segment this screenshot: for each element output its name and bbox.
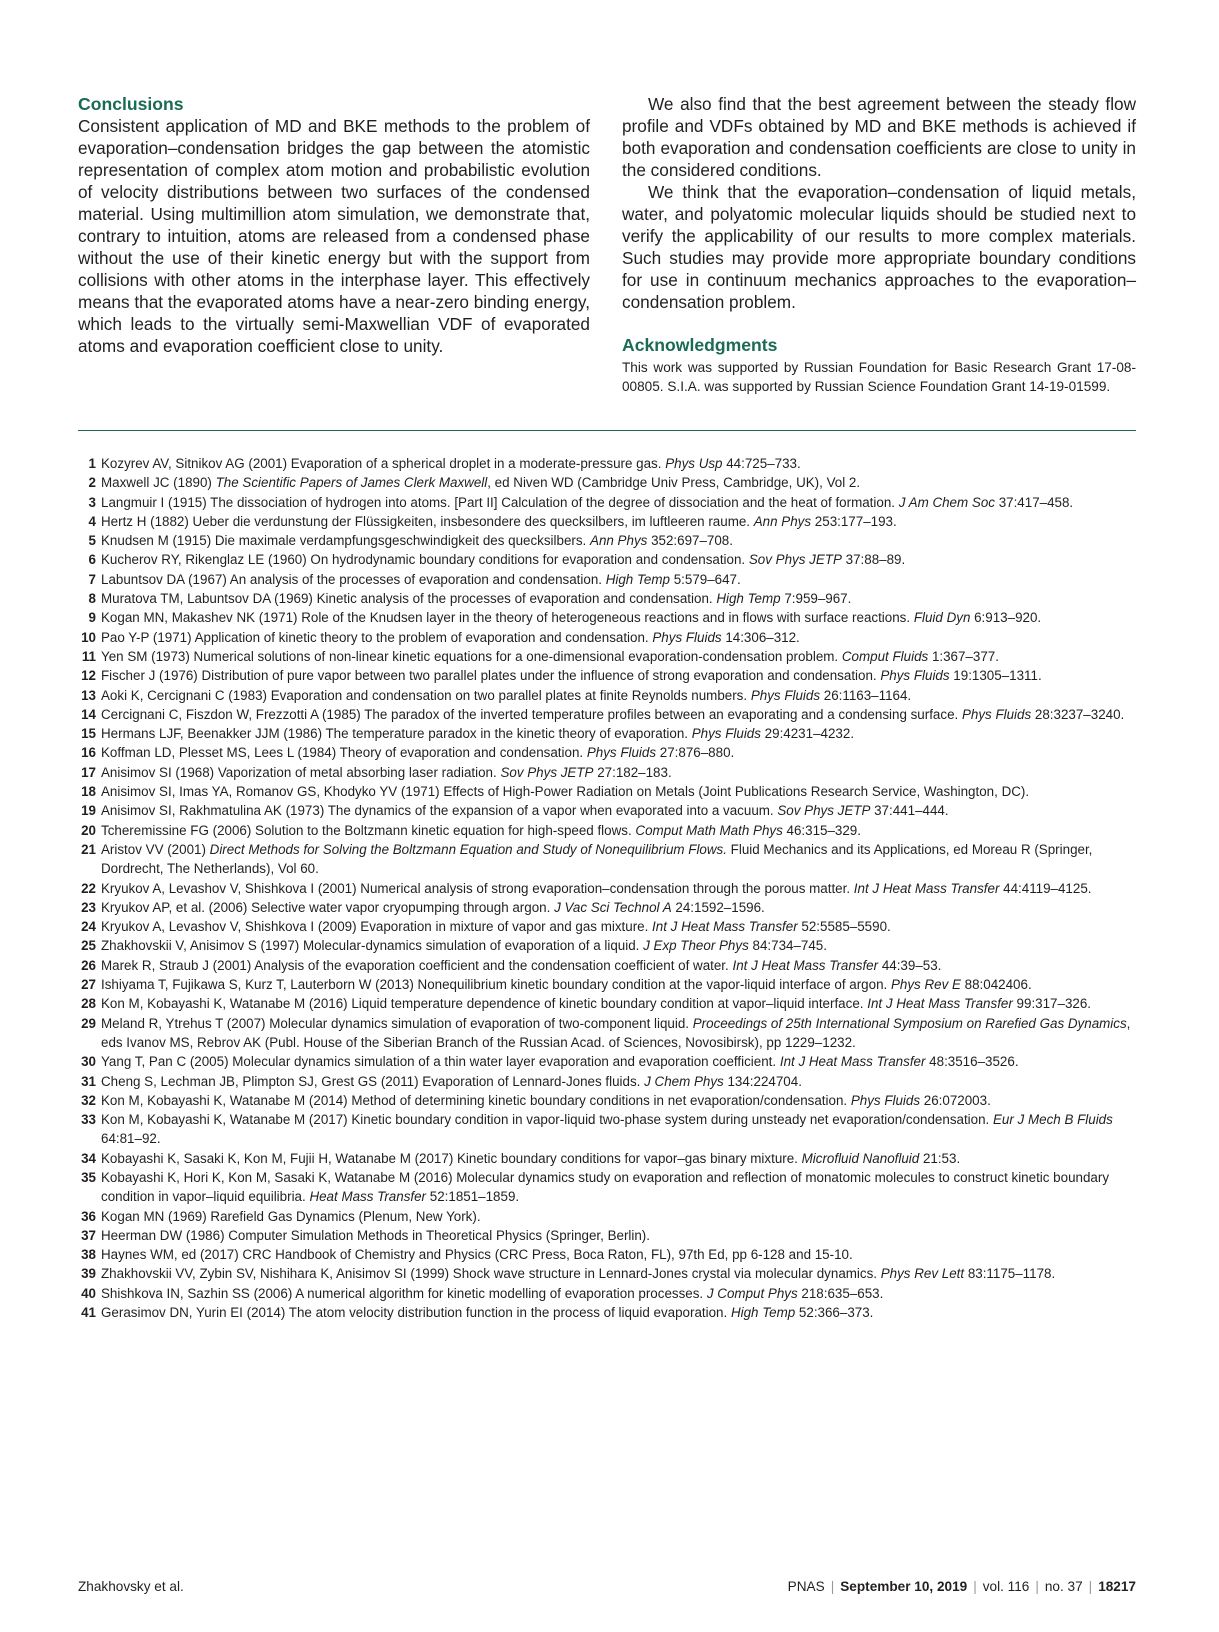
reference-number: 8 [88, 591, 96, 607]
reference-number: 4 [88, 513, 96, 529]
reference-list [78, 454, 1136, 1322]
reference-item [78, 1091, 1136, 1110]
reference-item [78, 608, 1136, 627]
reference-pre-text: Aoki K, Cercignani C (1983) Evaporation and condensation on two parallel plates at finite Reynolds numbers. [101, 687, 751, 703]
reference-item [78, 1245, 1136, 1264]
reference-post-text: 99:317–326. [1012, 996, 1092, 1012]
reference-number: 17 [81, 764, 96, 780]
reference-number: 3 [88, 494, 96, 510]
reference-ital-text: J Vac Sci Technol A [554, 899, 672, 915]
reference-ital-text: Phys Rev E [890, 977, 961, 993]
reference-item [78, 1014, 1136, 1053]
reference-ital-text: The Scientific Papers of James Clerk Maxwell [215, 475, 488, 491]
reference-ital-text: Comput Math Math Phys [635, 822, 783, 838]
reference-post-text: 26:1163–1164. [820, 687, 912, 703]
reference-post-text: , ed Niven WD (Cambridge Univ Press, Cambridge, UK), Vol 2. [487, 475, 861, 491]
reference-post-text: 37:441–444. [870, 803, 949, 819]
reference-pre-text: Fischer J (1976) Distribution of pure vapor between two parallel plates under the influence of strong evaporation and condensation. [101, 668, 881, 684]
reference-ital-text: Direct Methods for Solving the Boltzmann Equation and Study of Nonequilibrium Flows. [209, 841, 727, 857]
section-divider [78, 430, 1136, 431]
reference-ital-text: J Exp Theor Phys [643, 938, 749, 954]
reference-ital-text: Fluid Dyn [913, 610, 971, 626]
reference-item [78, 782, 1136, 801]
reference-post-text: 44:4119–4125. [999, 880, 1092, 896]
reference-number: 7 [88, 571, 96, 587]
reference-post-text: 37:88–89. [841, 552, 906, 568]
reference-post-text: 44:725–733. [722, 456, 801, 471]
reference-ital-text: Phys Rev Lett [880, 1266, 965, 1282]
reference-number: 22 [81, 880, 96, 896]
reference-pre-text: Pao Y-P (1971) Application of kinetic theory to the problem of evaporation and condensation. [101, 629, 653, 645]
reference-number: 32 [81, 1092, 96, 1108]
reference-number: 29 [81, 1015, 96, 1031]
right-column [622, 93, 1136, 396]
reference-ital-text: Int J Heat Mass Transfer [779, 1054, 926, 1070]
reference-pre-text: Kobayashi K, Sasaki K, Kon M, Fujii H, Watanabe M (2017) Kinetic boundary conditions for vapor–gas binary mixture. [101, 1150, 802, 1166]
reference-post-text: 24:1592–1596. [671, 899, 765, 915]
reference-item [78, 801, 1136, 820]
acknowledgments-text: This work was supported by Russian Foundation for Basic Research Grant 17-08-00805. S.I.A. was supported by Russian Science Foundation Grant 14-19-01599. [622, 360, 1136, 394]
reference-ital-text: J Comput Phys [706, 1285, 798, 1301]
reference-item [78, 1264, 1136, 1283]
reference-number: 25 [81, 938, 96, 954]
reference-post-text: 1:367–377. [928, 648, 999, 664]
reference-pre-text: Haynes WM, ed (2017) CRC Handbook of Chemistry and Physics (CRC Press, Boca Raton, FL), 97th Ed, pp 6-128 and 15-10. [101, 1247, 853, 1263]
reference-post-text: 21:53. [919, 1150, 961, 1166]
reference-ital-text: Ann Phys [753, 513, 812, 529]
reference-number: 1 [88, 456, 96, 471]
reference-number: 38 [81, 1247, 96, 1263]
reference-item [78, 531, 1136, 550]
reference-pre-text: Labuntsov DA (1967) An analysis of the processes of evaporation and condensation. [101, 571, 606, 587]
reference-post-text: , eds Ivanov MS, Rebrov AK (Publ. House of the Siberian Branch of the Russian Acad. of Sciences, Novosibirsk), pp 1229–1232. [101, 1015, 1131, 1050]
reference-item [78, 1303, 1136, 1322]
reference-number: 37 [81, 1227, 96, 1243]
reference-pre-text: Kogan MN, Makashev NK (1971) Role of the Knudsen layer in the theory of heterogeneous reactions and in flows with surface reactions. [101, 610, 914, 626]
reference-post-text: 83:1175–1178. [964, 1266, 1056, 1282]
reference-number: 27 [81, 977, 96, 993]
reference-ital-text: Sov Phys JETP [748, 552, 842, 568]
reference-pre-text: Heerman DW (1986) Computer Simulation Methods in Theoretical Physics (Springer, Berlin). [101, 1227, 650, 1243]
reference-pre-text: Hertz H (1882) Ueber die verdunstung der Flüssigkeiten, insbesondere des quecksilbers, im luftleeren raume. [101, 513, 754, 529]
reference-ital-text: Phys Fluids [586, 745, 657, 761]
reference-post-text: 352:697–708. [647, 533, 733, 549]
reference-item [78, 512, 1136, 531]
reference-number: 12 [81, 668, 96, 684]
reference-item [78, 917, 1136, 936]
reference-item [78, 705, 1136, 724]
reference-number: 20 [81, 822, 96, 838]
reference-item [78, 898, 1136, 917]
reference-number: 28 [81, 996, 96, 1012]
reference-post-text: 26:072003. [920, 1092, 991, 1108]
reference-ital-text: High Temp [716, 591, 781, 607]
reference-number: 23 [81, 899, 96, 915]
reference-pre-text: Anisimov SI, Imas YA, Romanov GS, Khodyko YV (1971) Effects of High-Power Radiation on Metals (Joint Publications Research Service, Washington, DC). [101, 784, 1030, 800]
reference-number: 34 [81, 1150, 96, 1166]
reference-ital-text: Heat Mass Transfer [309, 1189, 427, 1205]
reference-number: 14 [81, 706, 96, 722]
reference-pre-text: Kogan MN (1969) Rarefield Gas Dynamics (Plenum, New York). [101, 1208, 481, 1224]
reference-item [78, 936, 1136, 955]
reference-post-text: 134:224704. [723, 1073, 802, 1089]
footer-volume: vol. 116 [982, 1579, 1030, 1594]
reference-post-text: 7:959–967. [780, 591, 852, 607]
reference-pre-text: Langmuir I (1915) The dissociation of hydrogen into atoms. [Part II] Calculation of the degree of dissociation and the heat of formation. [101, 494, 899, 510]
footer-citation [788, 1578, 1136, 1596]
reference-post-text: 5:579–647. [669, 571, 741, 587]
conclusions-heading: Conclusions [78, 94, 184, 114]
reference-item [78, 570, 1136, 589]
reference-ital-text: Ann Phys [590, 533, 648, 549]
reference-item [78, 763, 1136, 782]
reference-ital-text: Proceedings of 25th International Symposium on Rarefied Gas Dynamics [692, 1015, 1127, 1031]
footer-authors: Zhakhovsky et al. [78, 1579, 184, 1594]
reference-number: 41 [81, 1305, 96, 1321]
reference-number: 15 [81, 726, 96, 742]
reference-post-text: 52:1851–1859. [426, 1189, 520, 1205]
reference-number: 40 [81, 1285, 96, 1301]
reference-post-text: 37:417–458. [994, 494, 1074, 510]
reference-item [78, 628, 1136, 647]
reference-item [78, 724, 1136, 743]
reference-item [78, 454, 1136, 473]
reference-ital-text: Phys Usp [665, 456, 723, 471]
reference-pre-text: Zhakhovskii VV, Zybin SV, Nishihara K, Anisimov SI (1999) Shock wave structure in Lennard-Jones crystal via molecular dynamics. [101, 1266, 881, 1282]
reference-item [78, 994, 1136, 1013]
acknowledgments-heading: Acknowledgments [622, 335, 778, 355]
reference-post-text: 28:3237–3240. [1031, 706, 1125, 722]
reference-post-text: 19:1305–1311. [949, 668, 1042, 684]
footer-separator: | [973, 1579, 977, 1594]
reference-ital-text: Eur J Mech B Fluids [993, 1112, 1113, 1128]
reference-pre-text: Kryukov A, Levashov V, Shishkova I (2009) Evaporation in mixture of vapor and gas mixture. [101, 919, 653, 935]
reference-pre-text: Kon M, Kobayashi K, Watanabe M (2016) Liquid temperature dependence of kinetic boundary condition at vapor–liquid interface. [101, 996, 868, 1012]
reference-ital-text: Int J Heat Mass Transfer [853, 880, 1000, 896]
reference-ital-text: High Temp [730, 1305, 796, 1321]
reference-post-text: 88:042406. [960, 977, 1032, 993]
reference-pre-text: Shishkova IN, Sazhin SS (2006) A numerical algorithm for kinetic modelling of evaporation processes. [101, 1285, 707, 1301]
reference-post-text: 29:4231–4232. [760, 726, 855, 742]
reference-ital-text: Phys Fluids [850, 1092, 921, 1108]
reference-item [78, 473, 1136, 492]
reference-number: 35 [81, 1169, 96, 1185]
reference-number: 33 [81, 1112, 96, 1128]
reference-pre-text: Cheng S, Lechman JB, Plimpton SJ, Grest GS (2011) Evaporation of Lennard-Jones fluids. [101, 1073, 645, 1089]
reference-pre-text: Muratova TM, Labuntsov DA (1969) Kinetic analysis of the processes of evaporation and condensation. [101, 591, 717, 607]
reference-item [78, 550, 1136, 569]
reference-item [78, 1207, 1136, 1226]
reference-pre-text: Maxwell JC (1890) [101, 475, 216, 491]
reference-number: 2 [88, 475, 96, 491]
reference-pre-text: Anisimov SI (1968) Vaporization of metal absorbing laser radiation. [101, 764, 501, 780]
reference-pre-text: Kozyrev AV, Sitnikov AG (2001) Evaporation of a spherical droplet in a moderate-pressure gas. [101, 456, 666, 471]
reference-item [78, 493, 1136, 512]
reference-ital-text: Int J Heat Mass Transfer [732, 957, 879, 973]
reference-pre-text: Cercignani C, Fiszdon W, Frezzotti A (1985) The paradox of the inverted temperature profiles between an evaporating and a condensing surface. [101, 706, 962, 722]
reference-item [78, 975, 1136, 994]
reference-number: 26 [81, 957, 96, 973]
reference-number: 19 [81, 803, 96, 819]
reference-post-text: 64:81–92. [101, 1131, 161, 1147]
reference-item [78, 1110, 1136, 1149]
reference-item [78, 1226, 1136, 1245]
reference-item [78, 589, 1136, 608]
conclusions-paragraph-2: We also find that the best agreement between the steady flow profile and VDFs obtained by MD and BKE methods is achieved if both evaporation and condensation coefficients are close to unity in the considered conditions. [622, 94, 1136, 180]
reference-number: 10 [81, 629, 96, 645]
conclusions-paragraph: Consistent application of MD and BKE methods to the problem of evaporation–condensation bridges the gap between the atomistic representation of complex atom motion and probabilistic evolution of velocity distributions between two surfaces of the condensed material. Using multimillion atom simulation, we demonstrate that, contrary to intuition, atoms are released from a condensed phase without the use of their kinetic energy but with the support from collisions with other atoms in the interphase layer. This effectively means that the evaporated atoms have a near-zero binding energy, which leads to the virtually semi-Maxwellian VDF of evaporated atoms and evaporation coefficient close to unity. [78, 116, 590, 356]
reference-number: 16 [81, 745, 96, 761]
reference-pre-text: Knudsen M (1915) Die maximale verdampfungsgeschwindigkeit des quecksilbers. [101, 533, 591, 549]
reference-pre-text: Yang T, Pan C (2005) Molecular dynamics simulation of a thin water layer evaporation and evaporation coefficient. [101, 1054, 780, 1070]
reference-pre-text: Marek R, Straub J (2001) Analysis of the evaporation coefficient and the condensation coefficient of water. [101, 957, 733, 973]
reference-ital-text: J Chem Phys [644, 1073, 724, 1089]
reference-pre-text: Ishiyama T, Fujikawa S, Kurz T, Lauterborn W (2013) Nonequilibrium kinetic boundary condition at the vapor-liquid interface of argon. [101, 977, 891, 993]
footer-separator: | [830, 1579, 835, 1594]
reference-pre-text: Anisimov SI, Rakhmatulina AK (1973) The dynamics of the expansion of a vapor when evaporated into a vacuum. [101, 803, 778, 819]
reference-number: 11 [81, 648, 96, 664]
reference-item [78, 1284, 1136, 1303]
reference-ital-text: Sov Phys JETP [777, 803, 871, 819]
left-column [78, 93, 590, 357]
reference-item [78, 956, 1136, 975]
reference-number: 31 [81, 1073, 96, 1089]
reference-ital-text: Int J Heat Mass Transfer [652, 919, 798, 935]
reference-post-text: 84:734–745. [748, 938, 827, 954]
reference-post-text: 218:635–653. [797, 1285, 884, 1301]
reference-post-text: 27:182–183. [593, 764, 672, 780]
reference-ital-text: Comput Fluids [841, 648, 929, 664]
reference-pre-text: Kobayashi K, Hori K, Kon M, Sasaki K, Watanabe M (2016) Molecular dynamics study on evaporation and reflection of monatomic molecules to construct kinetic boundary condition in vapor–liquid equilibria. [101, 1169, 1110, 1205]
reference-post-text: 44:39–53. [878, 957, 942, 973]
reference-number: 13 [81, 687, 96, 703]
reference-pre-text: Yen SM (1973) Numerical solutions of non-linear kinetic equations for a one-dimensional evaporation-condensation problem. [101, 648, 842, 664]
reference-item [78, 821, 1136, 840]
footer-date: September 10, 2019 [840, 1579, 968, 1594]
reference-post-text: 52:5585–5590. [797, 919, 891, 935]
reference-post-text: 48:3516–3526. [925, 1054, 1019, 1070]
reference-item [78, 1149, 1136, 1168]
reference-ital-text: Phys Fluids [652, 629, 722, 645]
reference-ital-text: Microfluid Nanofluid [801, 1150, 920, 1166]
reference-item [78, 1052, 1136, 1071]
reference-post-text: 14:306–312. [721, 629, 800, 645]
reference-item [78, 743, 1136, 762]
reference-ital-text: Int J Heat Mass Transfer [867, 996, 1013, 1012]
reference-number: 24 [81, 919, 96, 935]
reference-pre-text: Aristov VV (2001) [101, 841, 210, 857]
reference-ital-text: High Temp [605, 571, 670, 587]
reference-item [78, 1168, 1136, 1207]
reference-pre-text: Kucherov RY, Rikenglaz LE (1960) On hydrodynamic boundary conditions for evaporation and condensation. [101, 552, 749, 568]
reference-pre-text: Gerasimov DN, Yurin EI (2014) The atom velocity distribution function in the process of liquid evaporation. [101, 1305, 731, 1321]
reference-number: 6 [88, 552, 96, 568]
reference-number: 5 [88, 533, 96, 549]
reference-number: 9 [88, 610, 96, 626]
reference-post-text: 52:366–373. [795, 1305, 874, 1321]
reference-item [78, 647, 1136, 666]
conclusions-paragraph-3: We think that the evaporation–condensation of liquid metals, water, and polyatomic molecular liquids should be studied next to verify the applicability of our results to more complex materials. Such studies may provide more appropriate boundary conditions for use in continuum mechanics approaches to the evaporation–condensation problem. [622, 182, 1136, 312]
reference-post-text: 27:876–880. [656, 745, 735, 761]
reference-post-text: 253:177–193. [811, 513, 897, 529]
footer-page-number: 18217 [1098, 1579, 1136, 1594]
reference-number: 21 [81, 841, 96, 857]
footer-journal: PNAS [787, 1579, 825, 1594]
reference-pre-text: Hermans LJF, Beenakker JJM (1986) The temperature paradox in the kinetic theory of evaporation. [101, 726, 692, 742]
reference-post-text: Fluid Mechanics and its Applications, ed Moreau R (Springer, Dordrecht, The Netherlands), Vol 60. [101, 841, 1093, 877]
reference-item [78, 879, 1136, 898]
reference-pre-text: Meland R, Ytrehus T (2007) Molecular dynamics simulation of evaporation of two-component liquid. [101, 1015, 693, 1031]
reference-pre-text: Kon M, Kobayashi K, Watanabe M (2017) Kinetic boundary condition in vapor-liquid two-phase system during unsteady net evaporation/condensation. [101, 1112, 993, 1128]
reference-number: 39 [81, 1266, 96, 1282]
footer-separator: | [1035, 1579, 1039, 1594]
reference-ital-text: Phys Fluids [880, 668, 950, 684]
reference-ital-text: J Am Chem Soc [898, 494, 995, 510]
reference-pre-text: Tcheremissine FG (2006) Solution to the Boltzmann kinetic equation for high-speed flows. [101, 822, 636, 838]
reference-number: 30 [81, 1054, 96, 1070]
reference-ital-text: Phys Fluids [691, 726, 761, 742]
footer-separator: | [1088, 1579, 1093, 1594]
reference-post-text: 46:315–329. [782, 822, 861, 838]
reference-ital-text: Sov Phys JETP [500, 764, 594, 780]
footer-issue: no. 37 [1044, 1579, 1083, 1594]
reference-number: 18 [81, 784, 96, 800]
reference-post-text: 6:913–920. [970, 610, 1042, 626]
reference-pre-text: Kryukov A, Levashov V, Shishkova I (2001) Numerical analysis of strong evaporation–condensation through the porous matter. [101, 880, 854, 896]
reference-number: 36 [81, 1208, 96, 1224]
reference-item [78, 840, 1136, 879]
reference-pre-text: Zhakhovskii V, Anisimov S (1997) Molecular-dynamics simulation of evaporation of a liquid. [101, 938, 644, 954]
reference-item [78, 1072, 1136, 1091]
reference-pre-text: Kon M, Kobayashi K, Watanabe M (2014) Method of determining kinetic boundary conditions in net evaporation/condensation. [101, 1092, 851, 1108]
reference-ital-text: Phys Fluids [961, 706, 1032, 722]
reference-ital-text: Phys Fluids [750, 687, 821, 703]
reference-item [78, 666, 1136, 685]
reference-pre-text: Kryukov AP, et al. (2006) Selective water vapor cryopumping through argon. [101, 899, 555, 915]
reference-item [78, 686, 1136, 705]
reference-pre-text: Koffman LD, Plesset MS, Lees L (1984) Theory of evaporation and condensation. [101, 745, 587, 761]
